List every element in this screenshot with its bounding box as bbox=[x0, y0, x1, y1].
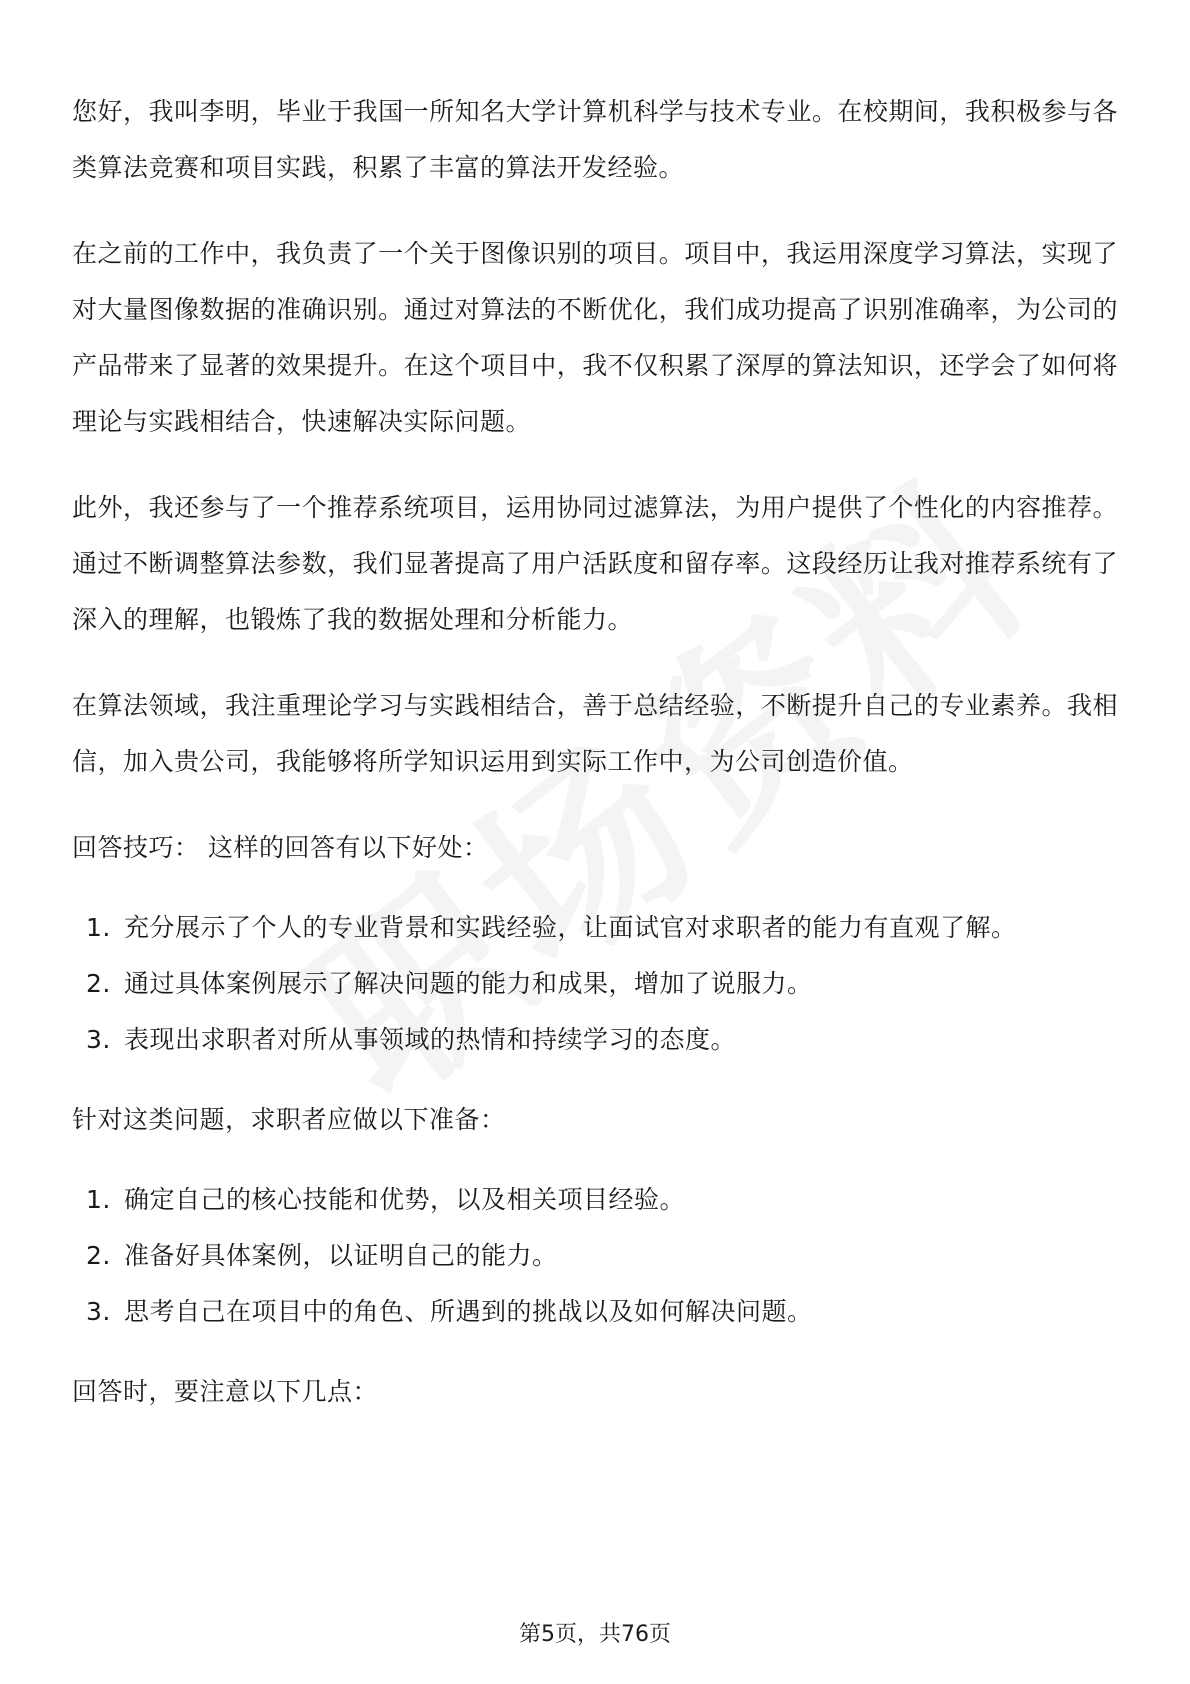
list-item-text: 准备好具体案例，以证明自己的能力。 bbox=[124, 1241, 558, 1270]
tips-heading: 回答技巧： 这样的回答有以下好处： bbox=[72, 833, 489, 862]
list-number: 1. bbox=[86, 913, 111, 942]
list-item bbox=[72, 900, 1118, 956]
list-number: 2. bbox=[86, 1241, 111, 1270]
list-item-text: 表现出求职者对所从事领域的热情和持续学习的态度。 bbox=[124, 1025, 737, 1054]
paragraph-recommendation-project: 此外，我还参与了一个推荐系统项目，运用协同过滤算法，为用户提供了个性化的内容推荐。通过不断调整算法参数，我们显著提高了用户活跃度和留存率。这段经历让我对推荐系统有了深入的理解，也锻炼了我的数据处理和分析能力。 bbox=[72, 493, 1118, 634]
list-item bbox=[72, 956, 1118, 1012]
paragraph-image-project: 在之前的工作中，我负责了一个关于图像识别的项目。项目中，我运用深度学习算法，实现了对大量图像数据的准确识别。通过对算法的不断优化，我们成功提高了识别准确率，为公司的产品带来了显著的效果提升。在这个项目中，我不仅积累了深厚的算法知识，还学会了如何将理论与实践相结合，快速解决实际问题。 bbox=[72, 239, 1118, 436]
prep-heading: 针对这类问题，求职者应做以下准备： bbox=[72, 1105, 506, 1134]
tips-list bbox=[72, 900, 1118, 1068]
list-number: 3. bbox=[86, 1025, 111, 1054]
list-item-text: 确定自己的核心技能和优势，以及相关项目经验。 bbox=[124, 1185, 686, 1214]
paragraph-intro: 您好，我叫李明，毕业于我国一所知名大学计算机科学与技术专业。在校期间，我积极参与各类算法竞赛和项目实践，积累了丰富的算法开发经验。 bbox=[72, 97, 1118, 182]
prep-list bbox=[72, 1172, 1118, 1340]
list-item-text: 通过具体案例展示了解决问题的能力和成果，增加了说服力。 bbox=[124, 969, 813, 998]
list-item bbox=[72, 1228, 1118, 1284]
list-number: 1. bbox=[86, 1185, 111, 1214]
list-item-text: 充分展示了个人的专业背景和实践经验，让面试官对求职者的能力有直观了解。 bbox=[124, 913, 1017, 942]
list-item bbox=[72, 1284, 1118, 1340]
list-item bbox=[72, 1172, 1118, 1228]
list-number: 3. bbox=[86, 1297, 111, 1326]
notes-heading: 回答时，要注意以下几点： bbox=[72, 1377, 379, 1406]
paragraph-conclusion: 在算法领域，我注重理论学习与实践相结合，善于总结经验，不断提升自己的专业素养。我相信，加入贵公司，我能够将所学知识运用到实际工作中，为公司创造价值。 bbox=[72, 691, 1118, 776]
list-number: 2. bbox=[86, 969, 111, 998]
list-item bbox=[72, 1012, 1118, 1068]
page-content bbox=[72, 84, 1118, 1444]
list-item-text: 思考自己在项目中的角色、所遇到的挑战以及如何解决问题。 bbox=[124, 1297, 813, 1326]
page-footer: 第5页，共76页 bbox=[519, 1622, 671, 1647]
